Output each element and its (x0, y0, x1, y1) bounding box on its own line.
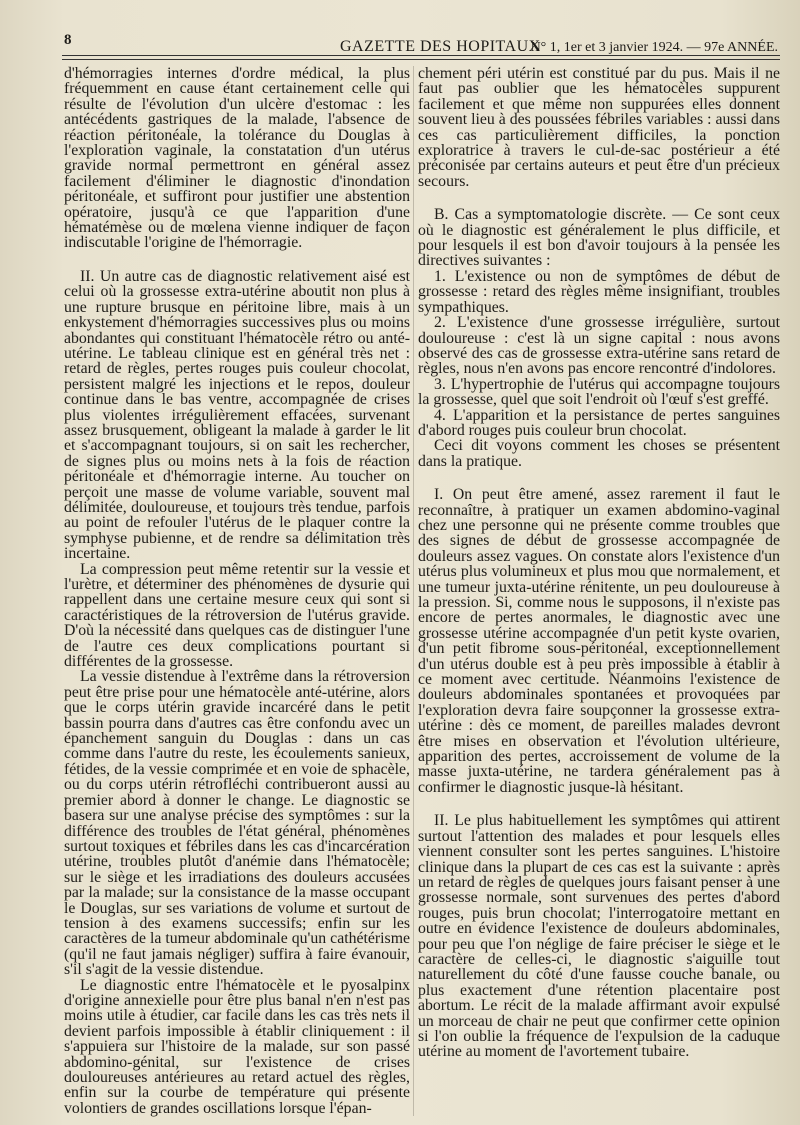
list-item: 2. L'existence d'une grossesse irrégulière, surtout douloureuse : c'est là un signe capital : nous avons observé des cas de grossesse extra-utérine sans retard de règles, nous n'en avons pas encore rencontré d'indolores. (418, 314, 780, 378)
paragraph: La vessie distendue à l'extrême dans la rétroversion peut être prise pour une hématocèle anté-utérine, alors que le corps utérin gravide incarcéré dans le petit bassin pourra dans d'autres cas être confondu avec un épanchement sanguin du Douglas : dans un cas comme dans l'autre du reste, les écoulements sanieux, fétides, de la vessie comprimée et en voie de sphacèle, ou du corps utérin rétrofléchi contribueront aussi au premier abord à donner le change. Le diagnostic se basera sur une analyse précise des symptômes : sur la différence des troubles de l'état général, phénomènes surtout toxiques et fébriles dans les cas d'incarcération utérine, troubles plutôt d'anémie dans l'hématocèle; sur le siège et les irradiations des douleurs accusées par la malade; sur la consistance de la masse occupant le Douglas, sur ses variations de volume et surtout de tension à des examens successifs; enfin sur les caractères de la tumeur abdominale qu'un cathétérisme (qu'il ne faut jamais négliger) suffira à faire évanouir, s'il s'agit de la vessie distendue. (64, 668, 410, 979)
list-item: 4. L'apparition et la persistance de pertes sanguines d'abord rouges puis couleur brun chocolat. (418, 406, 780, 439)
paragraph: II. Un autre cas de diagnostic relativement aisé est celui où la grossesse extra-utérine aboutit non plus à une rupture brusque en péritoine libre, mais à un enkystement d'hémorragies successives plus ou moins abondantes qui constituant l'hématocèle rétro ou anté-utérine. Le tableau clinique est en général très net : retard de règles, pertes rouges puis couleur chocolat, persistent malgré les injections et le repos, douleur continue dans le bas ventre, accompagnée de crises plus violentes irrégulièrement effacées, survenant assez brusquement, obligeant la malade à garder le lit et s'accompagnant toujours, si on sait les rechercher, de signes plus ou moins nets à la fois de réaction péritonéale et d'hémorragie interne. Au toucher on perçoit une masse de volume variable, souvent mal délimitée, douloureuse, et toujours très tendue, parfois au point de refouler l'utérus de le plaquer contre la symphyse pubienne, et de rendre sa délimitation très incertaine. (64, 267, 410, 563)
paragraph: Le diagnostic entre l'hématocèle et le pyosalpinx d'origine annexielle pour être plus banal n'en n'est pas moins utile à étudier, car facile dans les cas très nets il devient parfois impossible à établir cliniquement : il s'appuiera sur l'histoire de la malade, sur son passé abdomino-génital, sur l'existence de crises douloureuses antérieures au retard actuel des règles, enfin sur la courbe de température qui présente volontiers de grandes oscillations lorsque l'épan- (64, 976, 410, 1117)
list-item: 1. L'existence ou non de symptômes de début de grossesse : retard des règles même insignifiant, troubles sympathiques. (418, 267, 780, 316)
right-column (418, 66, 780, 1060)
header-rule (62, 55, 780, 56)
column-divider (413, 66, 414, 1116)
paragraph: II. Le plus habituellement les symptômes qui attirent surtout l'attention des malades et pour lesquels elles viennent consulter sont les pertes sanguines. L'histoire clinique dans la plupart de ces cas est la suivante : après un retard de règles de quelques jours faisant penser à une grossesse normale, sont survenues des pertes d'abord rouges, puis brun chocolat; l'interrogatoire mettant en outre en évidence l'existence de douleurs abdominales, pour peu que l'on néglige de faire préciser le siège et le caractère de celles-ci, le diagnostic s'aiguille tout naturellement du côté d'une fausse couche banale, ou plus exactement d'une rétention placentaire post abortum. Le récit de la malade affirmant avoir expulsé un morceau de chair ne peut que confirmer cette opinion si l'on oublie la fréquence de l'expulsion de la caduque utérine au moment de l'avortement tubaire. (418, 812, 780, 1061)
paragraph: d'hémorragies internes d'ordre médical, la plus fréquemment en cause étant certainement celle qui résulte de l'évolution d'un ulcère d'estomac : les antécédents gastriques de la malade, l'absence de réaction péritonéale, la tolérance du Douglas à l'exploration vaginale, la constatation d'un utérus gravide normal permettront en général assez facilement d'éliminer le diagnostic d'inondation péritonéale, et suffiront pour justifier une abstention opératoire, jusqu'à ce que l'apparition d'une hématémèse ou de mœlena vienne indiquer de façon indiscutable l'origine de l'hémorragie. (64, 65, 410, 252)
page-number: 8 (64, 32, 72, 48)
paragraph: chement péri utérin est constitué par du pus. Mais il ne faut pas oublier que les hématocèles suppurent facilement et que même non suppurées elles donnent souvent lieu à des poussées fébriles variables : aussi dans ces cas particulièrement difficiles, la ponction exploratrice à travers le cul-de-sac postérieur a été préconisée par certains auteurs et peut être d'un précieux secours. (418, 65, 780, 190)
paragraph: Ceci dit voyons comment les choses se présentent dans la pratique. (418, 437, 780, 470)
paragraph: La compression peut même retentir sur la vessie et l'urètre, et déterminer des phénomènes de dysurie qui rappellent dans une certaine mesure ceux qui sont si caractéristiques de la rétroversion de l'utérus gravide. D'où la nécessité dans quelques cas de distinguer l'une de l'autre ces deux complications pourtant si différentes de la grossesse. (64, 560, 410, 671)
paragraph: I. On peut être amené, assez rarement il faut le reconnaître, à pratiquer un examen abdomino-vaginal chez une personne qui ne présente comme troubles que des signes de début de grossesse accompagnée de douleurs assez vagues. On constate alors l'existence d'un utérus plus volumineux et plus mou que normalement, et une tumeur juxta-utérine rénitente, un peu douloureuse à la pression. Si, comme nous le supposons, il n'existe pas encore de pertes anormales, le diagnostic avec une grossesse utérine accompagnée d'un petit kyste ovarien, d'un petit fibrome sous-péritonéal, exceptionnellement d'un utérus double est à peu près impossible à établir à ce moment avec certitude. Néanmoins l'existence de douleurs abdominales spontanées et provoquées par l'exploration devra faire soupçonner la grossesse extra-utérine : dès ce moment, de pareilles malades devront être mises en observation et l'évolution ultérieure, apparition des pertes, accroissement de volume de la masse juxta-utérine, ne tardera généralement pas à confirmer le diagnostic jusque-là hésitant. (418, 486, 780, 796)
section-heading-paragraph: B. Cas a symptomatologie discrète. — Ce sont ceux où le diagnostic est généralement le plus difficile, et pour lesquels il est bon d'avoir toujours à la pensée les directives suivantes : (418, 206, 780, 270)
issue-info: N° 1, 1er et 3 janvier 1924. — 97e ANNÉE. (530, 40, 778, 55)
list-item: 3. L'hypertrophie de l'utérus qui accompagne toujours la grossesse, quel que soit l'endroit où l'œuf s'est greffé. (418, 375, 780, 409)
header-rule-thin (62, 59, 780, 60)
journal-title: GAZETTE DES HOPITAUX (340, 38, 541, 55)
left-column (64, 66, 410, 1116)
